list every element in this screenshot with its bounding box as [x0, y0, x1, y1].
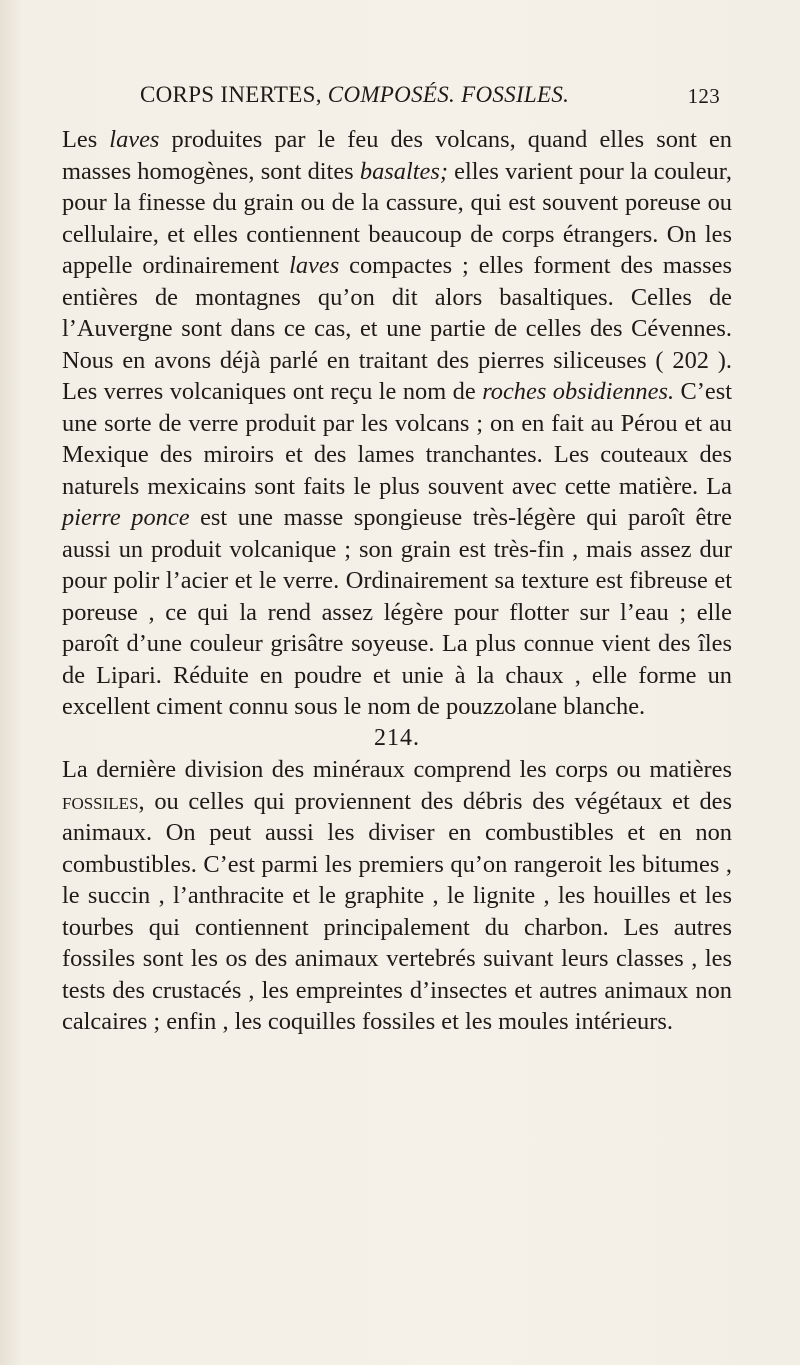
running-title	[140, 82, 569, 108]
running-title-main: CORPS INERTES,	[140, 82, 328, 107]
text-run: elles varient pour la couleur, pour la finesse du grain ou de la cassure, qui est souvent poreuse ou cellulaire, et elles contiennent beaucoup de corps étrangers. On les appelle ordinairement	[62, 157, 732, 279]
text-run: , ou celles qui proviennent des débris des végétaux et des animaux. On peut aussi les diviser en combustibles et en non combustibles. C’est parmi les premiers qu’on rangeroit les bitumes , le succin , l’anthracite et le graphite , le lignite , les houilles et les tourbes qui contiennent principalement du charbon. Les autres fossiles sont les os des animaux vertebrés suivant leurs classes , les tests des crustacés , les empreintes d’insectes et autres animaux non calcaires ; enfin , les coquilles fossiles et les moules intérieurs.	[62, 787, 732, 1035]
term-laves-compactes: laves	[289, 252, 340, 279]
page-number: 123	[687, 84, 720, 108]
running-title-italic: COMPOSÉS. FOSSILES.	[327, 82, 570, 107]
text-run: Les	[62, 126, 110, 153]
term-fossiles: fossiles	[62, 787, 139, 815]
text-run: C’est une sorte de verre produit par les volcans ; on en fait au Pérou et au Mexique des miroirs et des lames tranchantes. Les couteaux des naturels mexicains sont faits le plus souvent avec cette matière. La	[62, 378, 733, 500]
text-run: est une masse spongieuse très-légère qui paroît être aussi un produit volcanique ; son grain est très-fin , mais assez dur pour polir l’acier et le verre. Ordinairement sa texture est fibreuse et poreuse , ce qui la rend assez légère pour flotter sur l’eau ; elle paroît d’une couleur grisâtre soyeuse. La plus connue vient des îles de Lipari. Réduite en poudre et unie à la chaux , elle forme un excellent ciment connu sous le nom de pouzzolane blanche.	[62, 504, 732, 720]
running-header	[140, 82, 720, 112]
term-pierre-ponce: pierre ponce	[62, 504, 190, 531]
body-text	[62, 124, 732, 1038]
term-roches-obsidiennes: roches obsidiennes.	[482, 378, 675, 405]
term-basaltes: basaltes;	[359, 157, 448, 185]
paragraph-fossiles	[62, 754, 732, 1038]
text-run: compactes ; elles forment des masses entières de montagnes qu’on dit alors basaltiques. Celles de l’Auvergne sont dans ce cas, et une partie de celles des Cévennes. Nous en avons déjà parlé en traitant des pierres siliceuses ( 202 ). Les verres volcaniques ont reçu le nom de	[62, 252, 732, 405]
text-run: La dernière division des minéraux comprend les corps ou matières	[62, 756, 732, 783]
paragraph-laves	[62, 124, 732, 723]
text-run: produites par le feu des volcans, quand elles sont en masses homogènes, sont dites	[62, 126, 732, 185]
section-number: 214.	[374, 724, 420, 751]
term-laves: laves	[109, 126, 160, 153]
